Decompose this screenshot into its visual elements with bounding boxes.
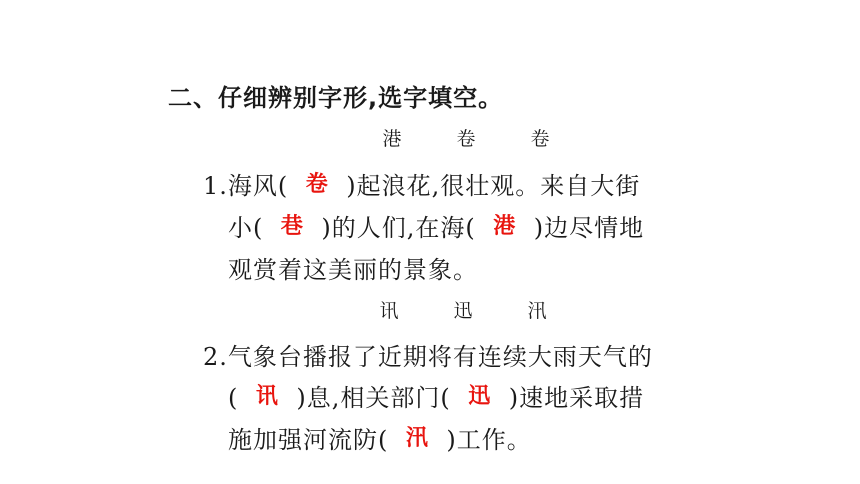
option-char: 卷 [456, 128, 476, 150]
option-char: 港 [382, 128, 402, 150]
line-text: )工作。 [446, 426, 532, 454]
line-text: )的人们,在海( [321, 214, 476, 242]
line-text: 观赏着这美丽的景象。 [228, 256, 478, 284]
answer-blank [476, 212, 534, 243]
question-line [203, 166, 640, 201]
answer-char: 卷 [305, 171, 329, 197]
answer-char: 迅 [468, 383, 492, 409]
line-text: ( [228, 384, 239, 412]
question-line [203, 337, 653, 372]
answer-char: 港 [493, 213, 517, 239]
line-text: 2.气象台播报了近期将有连续大雨天气的 [203, 343, 653, 371]
answer-blank [288, 170, 346, 201]
line-text: 小( [228, 214, 264, 242]
option-char: 汛 [527, 300, 547, 322]
answer-char: 巷 [280, 213, 304, 239]
question-line [228, 420, 532, 455]
section-heading: 二、仔细辨别字形,选字填空。 [168, 84, 504, 112]
character-options-2 [352, 296, 574, 323]
line-text: )息,相关部门( [296, 384, 451, 412]
option-char: 迅 [453, 300, 473, 322]
question-line [228, 208, 644, 243]
option-char: 讯 [379, 300, 399, 322]
line-text: )速地采取措 [508, 384, 645, 412]
line-text: )边尽情地 [533, 214, 645, 242]
line-text: 1.海风( [203, 172, 289, 200]
answer-blank [451, 382, 509, 413]
line-text: )起浪花,很壮观。来自大街 [346, 172, 641, 200]
question-line [228, 378, 644, 413]
answer-blank [388, 424, 446, 455]
character-options-1 [355, 124, 577, 151]
line-text: 施加强河流防( [228, 426, 389, 454]
question-line [228, 250, 478, 285]
answer-blank [238, 382, 296, 413]
option-char: 卷 [530, 128, 550, 150]
answer-char: 汛 [405, 425, 429, 451]
answer-blank [263, 212, 321, 243]
answer-char: 讯 [255, 383, 279, 409]
